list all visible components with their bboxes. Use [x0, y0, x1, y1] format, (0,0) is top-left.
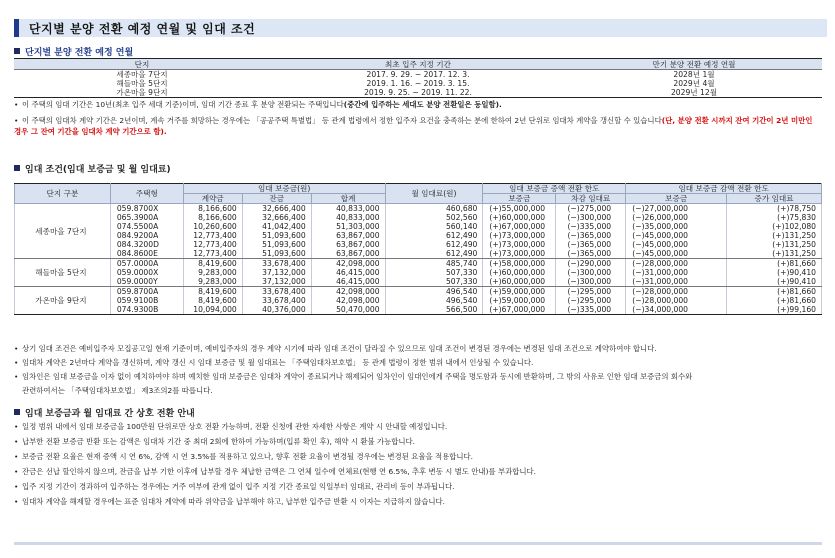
rent-cell: 074.9300B: [110, 305, 183, 315]
rent-row: [15, 249, 822, 259]
rent-cell: (+)60,000,000: [483, 277, 556, 287]
rent-cell: (−)45,000,000: [626, 240, 727, 249]
schedule-cell: 2029년 12월: [566, 88, 822, 98]
rent-row: [15, 204, 822, 214]
rent-heading: 임대 조건(임대 보증금 및 월 임대료): [14, 162, 171, 175]
rent-row: [15, 222, 822, 231]
rent-group-name: 해들마을 5단지: [15, 259, 111, 287]
schedule-cell: 2017. 9. 29. ~ 2017. 12. 3.: [366, 70, 470, 79]
schedule-table: [14, 58, 822, 98]
page-title: 단지별 분양 전환 예정 연월 및 임대 조건: [29, 22, 256, 36]
note-lease-period: • 이 주택의 임대 기간은 10년(최초 입주 세대 기준)이며, 임대 기간 종료 후 분양 전환되는 주택입니다(중간에 입주하는 세대도 분양 전환일은 동일함).: [14, 100, 502, 109]
rent-cell: (+)131,250: [727, 240, 822, 249]
rent-cell: 496,540: [385, 296, 483, 305]
rent-cell: (+)59,000,000: [483, 296, 556, 305]
rent-cell: 084.9200A: [110, 231, 183, 240]
rent-cell: 51,303,000: [311, 222, 385, 231]
rent-cell: 10,260,600: [183, 222, 242, 231]
rent-cell: 40,833,000: [311, 204, 385, 214]
rent-header-monthly: 월 임대료(원): [385, 184, 483, 204]
rent-cell: 084.3200D: [110, 240, 183, 249]
rent-cell: 059.8700A: [110, 287, 183, 297]
square-bullet-icon: [14, 409, 20, 415]
rent-cell: (−)28,000,000: [626, 287, 727, 297]
rent-cell: (−)31,000,000: [626, 268, 727, 277]
schedule-row: [14, 70, 822, 80]
rent-body: [15, 204, 822, 315]
bullet-icon: •: [14, 467, 19, 476]
rent-row: [15, 305, 822, 315]
rent-row: [15, 240, 822, 249]
rent-cell: (+)90,410: [727, 277, 822, 287]
rent-cell: 612,490: [385, 240, 483, 249]
rent-cell: (−)300,000: [556, 277, 626, 287]
rent-cell: (+)67,000,000: [483, 222, 556, 231]
rent-header-complex: 단지 구분: [15, 184, 111, 204]
schedule-heading: 단지별 분양 전환 예정 연월: [14, 45, 133, 58]
rent-cell: (+)102,080: [727, 222, 822, 231]
rent-cell: (−)28,000,000: [626, 296, 727, 305]
rent-cell: (−)335,000: [556, 305, 626, 315]
rent-cell: (+)73,000,000: [483, 240, 556, 249]
rent-cell: 42,098,000: [311, 287, 385, 297]
rent-cell: (−)26,000,000: [626, 213, 727, 222]
rent-cell: 12,773,400: [183, 249, 242, 259]
rent-header-inc-deposit: 보증금: [483, 194, 556, 204]
rent-cell: 485,740: [385, 259, 483, 269]
schedule-cell: 2029년 4월: [673, 79, 715, 88]
rent-cell: 8,166,600: [183, 213, 242, 222]
rent-cell: 37,132,000: [242, 268, 311, 277]
rent-cell: (+)131,250: [727, 249, 822, 259]
rent-cell: 057.0000A: [110, 259, 183, 269]
rent-cell: 084.8600E: [110, 249, 183, 259]
rent-row: [15, 296, 822, 305]
rent-header-deposit: 임대 보증금(원): [183, 184, 385, 194]
rent-cell: 059.0000Y: [110, 277, 183, 287]
schedule-row: [14, 88, 822, 98]
rent-cell: (+)131,250: [727, 231, 822, 240]
title-bar: [14, 19, 827, 37]
rent-cell: 32,666,400: [242, 204, 311, 214]
rent-cell: 40,833,000: [311, 213, 385, 222]
rent-cell: (−)27,000,000: [626, 204, 727, 214]
rent-cell: (+)78,750: [727, 204, 822, 214]
rent-cell: (−)365,000: [556, 249, 626, 259]
rent-cell: 63,867,000: [311, 231, 385, 240]
rent-cell: 059.0000X: [110, 268, 183, 277]
rent-cell: (−)28,000,000: [626, 259, 727, 269]
rent-header-dec-deposit: 보증금: [626, 194, 727, 204]
schedule-header-complex: 단지: [14, 59, 270, 70]
rent-cell: (−)335,000: [556, 222, 626, 231]
rent-cell: 12,773,400: [183, 240, 242, 249]
rent-cell: 10,094,000: [183, 305, 242, 315]
rent-header-balance: 잔금: [242, 194, 311, 204]
bullet-icon: •: [14, 497, 19, 506]
rent-cell: (−)35,000,000: [626, 222, 727, 231]
bullet-icon: •: [14, 452, 19, 461]
swap-item: • 보증금 전환 요율은 현재 증액 시 연 6%, 감액 시 연 3.5%를 적용하고 있으나, 향후 전환 요율이 변경될 경우에는 변경된 요율을 적용합니다.: [14, 452, 473, 461]
rent-cell: (−)45,000,000: [626, 231, 727, 240]
rent-cell: (−)45,000,000: [626, 249, 727, 259]
note-deposit-return: • 임차인은 임대 보증금을 이자 없이 예치하여야 하며 예치한 임대 보증금은 임대차 계약이 종료되거나 해제되어 임차인이 임대인에게 주택을 명도함과 동시에 반환하며, 그 밖의 사유로 인한 임대 보증금의 회수와: [14, 372, 693, 381]
rent-cell: 507,330: [385, 268, 483, 277]
rent-cell: (−)31,000,000: [626, 277, 727, 287]
rent-group-name: 세종마을 7단지: [15, 204, 111, 259]
rent-cell: 51,093,600: [242, 240, 311, 249]
schedule-cell: 2019. 9. 25. ~ 2019. 11. 22.: [270, 88, 566, 98]
rent-cell: (−)300,000: [556, 213, 626, 222]
rent-cell: 51,093,600: [242, 249, 311, 259]
rent-cell: (+)60,000,000: [483, 213, 556, 222]
bullet-icon: •: [14, 482, 19, 491]
swap-item: • 납부한 전환 보증금 반환 또는 감액은 임대차 기간 중 최대 2회에 한하여 가능하며(입류 확인 후), 해약 시 환불 가능합니다.: [14, 437, 416, 446]
rent-cell: 41,042,400: [242, 222, 311, 231]
rent-cell: 612,490: [385, 249, 483, 259]
rent-cell: 460,680: [385, 204, 483, 214]
schedule-body: [14, 70, 822, 98]
rent-cell: (+)73,000,000: [483, 231, 556, 240]
bullet-icon: •: [14, 422, 19, 431]
rent-cell: 33,678,400: [242, 259, 311, 269]
schedule-cell: 세종마을 7단지: [116, 70, 168, 79]
rent-cell: 059.9100B: [110, 296, 183, 305]
rent-cell: 40,376,000: [242, 305, 311, 315]
rent-cell: (−)295,000: [556, 287, 626, 297]
rent-cell: (+)73,000,000: [483, 249, 556, 259]
swap-item: • 임대차 계약을 해제할 경우에는 표준 임대차 계약에 따라 위약금을 납부해야 하고, 납부한 입주금 반환 시 이자는 지급하지 않습니다.: [14, 497, 446, 506]
rent-cell: 50,470,000: [311, 305, 385, 315]
rent-cell: 496,540: [385, 287, 483, 297]
rent-cell: 059.8700X: [110, 204, 183, 214]
square-bullet-icon: [14, 165, 20, 171]
square-bullet-icon: [14, 48, 20, 54]
schedule-cell: 2028년 1월: [673, 70, 715, 79]
rent-cell: (−)295,000: [556, 296, 626, 305]
swap-heading: 임대 보증금과 월 임대료 간 상호 전환 안내: [14, 406, 195, 419]
rent-cell: 63,867,000: [311, 249, 385, 259]
swap-item: • 일정 범위 내에서 임대 보증금을 100만원 단위로만 상호 전환 가능하며, 전환 신청에 관한 자세한 사항은 계약 시 안내할 예정입니다.: [14, 422, 448, 431]
rent-cell: 8,419,600: [183, 296, 242, 305]
schedule-cell: 2019. 1. 16. ~ 2019. 3. 15.: [366, 79, 470, 88]
rent-header-inc-rent: 차감 임대료: [556, 194, 626, 204]
rent-cell: 32,666,400: [242, 213, 311, 222]
rent-row: [15, 213, 822, 222]
rent-cell: 612,490: [385, 231, 483, 240]
schedule-header-conversion: 만기 분양 전환 예정 연월: [566, 59, 822, 70]
rent-header-total: 합계: [311, 194, 385, 204]
rent-cell: 46,415,000: [311, 268, 385, 277]
schedule-header-period: 최초 입주 지정 기간: [270, 59, 566, 70]
rent-cell: (+)55,000,000: [483, 204, 556, 214]
rent-cell: (+)90,410: [727, 268, 822, 277]
rent-cell: 507,330: [385, 277, 483, 287]
rent-cell: 8,166,600: [183, 204, 242, 214]
rent-cell: (−)34,000,000: [626, 305, 727, 315]
note-contract-renewal: • 이 주택의 임대차 계약 기간은 2년이며, 계속 거주를 희망하는 경우에는 「공공주택 특별법」 등 관계 법령에서 정한 입주자 요건을 충족하는 분에 한하여 2년 단위로 임대차 계약을 갱신할 수 있습니다(단, 분양 전환 시까지 잔여 기간이 2년 미만인 경우 그 잔여 기간을 임대차 계약 기간으로 함).: [14, 116, 813, 136]
rent-row: [15, 259, 822, 269]
schedule-cell: 가온마을 9단지: [14, 88, 270, 98]
rent-table: [14, 183, 822, 315]
note-deposit-return-cont: 관련하여서는 「주택임대차보호법」 제3조의2를 따릅니다.: [22, 386, 213, 395]
rent-cell: 074.5500A: [110, 222, 183, 231]
rent-cell: 33,678,400: [242, 296, 311, 305]
rent-cell: (+)58,000,000: [483, 259, 556, 269]
rent-header-contract: 계약금: [183, 194, 242, 204]
rent-cell: 37,132,000: [242, 277, 311, 287]
rent-cell: 065.3900A: [110, 213, 183, 222]
note-conditions-change: • 상기 임대 조건은 예비입주자 모집공고일 현재 기준이며, 예비입주자의 경우 계약 시기에 따라 임대 조건이 달라질 수 있으므로 임대 조건이 변경된 경우에는 변경된 임대 조건으로 계약하여야 합니다.: [14, 344, 657, 353]
rent-cell: 33,678,400: [242, 287, 311, 297]
rent-cell: 9,283,000: [183, 277, 242, 287]
rent-header-dec-rent: 증가 임대료: [727, 194, 822, 204]
rent-cell: (+)75,830: [727, 213, 822, 222]
rent-cell: 502,560: [385, 213, 483, 222]
rent-cell: 9,283,000: [183, 268, 242, 277]
rent-cell: 46,415,000: [311, 277, 385, 287]
schedule-row: [14, 79, 822, 88]
rent-cell: 560,140: [385, 222, 483, 231]
rent-cell: 566,500: [385, 305, 483, 315]
rent-header-increase-limit: 임대 보증금 증액 전환 한도: [483, 184, 626, 194]
rent-header-type: 주택형: [110, 184, 183, 204]
rent-row: [15, 287, 822, 297]
rent-cell: (+)67,000,000: [483, 305, 556, 315]
rent-cell: 42,098,000: [311, 259, 385, 269]
schedule-cell: 해들마을 5단지: [116, 79, 168, 88]
bullet-icon: •: [14, 437, 19, 446]
rent-cell: 42,098,000: [311, 296, 385, 305]
rent-header-decrease-limit: 임대 보증금 감액 전환 한도: [626, 184, 822, 194]
rent-row: [15, 277, 822, 287]
rent-cell: 12,773,400: [183, 231, 242, 240]
rent-cell: (−)365,000: [556, 240, 626, 249]
rent-cell: (+)81,660: [727, 296, 822, 305]
rent-group-name: 가온마을 9단지: [15, 287, 111, 315]
rent-cell: (−)290,000: [556, 259, 626, 269]
note-renewal-increase: • 임대차 계약은 2년마다 계약을 갱신하며, 계약 갱신 시 임대 보증금 및 월 임대료는 「주택임대차보호법」 등 관계 법령이 정한 범위 내에서 인상될 수 있습니다.: [14, 358, 534, 367]
rent-row: [15, 268, 822, 277]
swap-item: • 잔금은 선납 할인하지 않으며, 잔금을 납부 기한 이후에 납부할 경우 체납한 금액은 그 연체 일수에 연체료(현행 연 6.5%, 추후 변동 시 별도 안내)를 부과합니다.: [14, 467, 536, 476]
rent-cell: 63,867,000: [311, 240, 385, 249]
rent-row: [15, 231, 822, 240]
rent-cell: (+)81,660: [727, 259, 822, 269]
rent-cell: (+)99,160: [727, 305, 822, 315]
rent-cell: (−)365,000: [556, 231, 626, 240]
rent-cell: (+)59,000,000: [483, 287, 556, 297]
rent-cell: 8,419,600: [183, 287, 242, 297]
bottom-divider: [14, 542, 822, 545]
swap-item: • 입주 지정 기간이 경과하여 입주하는 경우에는 거주 여부에 관계 없이 입주 지정 기간 종료일 익일부터 임대료, 관리비 등이 부과됩니다.: [14, 482, 455, 491]
rent-cell: 51,093,600: [242, 231, 311, 240]
rent-cell: (−)300,000: [556, 268, 626, 277]
rent-cell: (+)81,660: [727, 287, 822, 297]
rent-cell: (+)60,000,000: [483, 268, 556, 277]
rent-cell: 8,419,600: [183, 259, 242, 269]
rent-cell: (−)275,000: [556, 204, 626, 214]
